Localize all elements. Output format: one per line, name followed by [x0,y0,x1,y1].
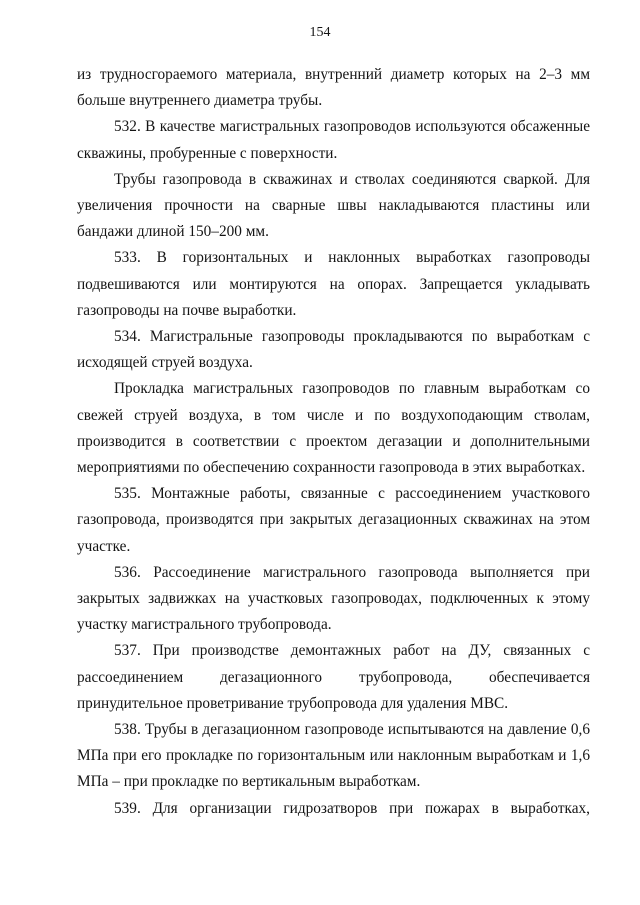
paragraph-537: 537. При производстве демонтажных работ на ДУ, связанных с рассоединением дегазационного трубопровода, обеспечивается принудительное проветривание трубопровода для удаления МВС. [77,642,590,712]
document-body [77,62,590,822]
paragraph-533: 533. В горизонтальных и наклонных выработках газопроводы подвешиваются или монтируются на опорах. Запрещается укладывать газопроводы на почве выработки. [77,249,590,319]
paragraph-532-pipe-welding: Трубы газопровода в скважинах и стволах соединяются сваркой. Для увеличения прочности на сварные швы накладываются пластины или бандажи длиной 150–200 мм. [77,170,590,241]
paragraph-538: 538. Трубы в дегазационном газопроводе испытываются на давление 0,6 МПа при его прокладке по горизонтальным или наклонным выработкам и 1,6 МПа – при прокладке по вертикальным выработкам. [77,721,590,791]
paragraph-532: 532. В качестве магистральных газопроводов используются обсаженные скважины, пробуренные с поверхности. [77,118,590,162]
paragraph-534-fresh-air: Прокладка магистральных газопроводов по главным выработкам со свежей струей воздуха, в том числе и по воздухоподающим стволам, производится в соответствии с проектом дегазации и дополнительными мероприятиями по обеспечению сохранности газопровода в этих выработках. [77,380,590,477]
page-number: 154 [309,25,331,40]
paragraph-536: 536. Рассоединение магистрального газопровода выполняется при закрытых задвижках на участковых газопроводах, подключенных к этому участку магистрального трубопровода. [77,563,590,634]
paragraph-534: 534. Магистральные газопроводы прокладываются по выработкам с исходящей струей воздуха. [77,328,590,372]
paragraph-539: 539. Для организации гидрозатворов при пожарах в выработках, [114,799,590,817]
paragraph-continuation: из трудносгораемого материала, внутренний диаметр которых на 2–3 мм больше внутреннего диаметра трубы. [77,66,590,110]
paragraph-535: 535. Монтажные работы, связанные с рассоединением участкового газопровода, производятся при закрытых дегазационных скважинах на этом участке. [77,485,590,555]
